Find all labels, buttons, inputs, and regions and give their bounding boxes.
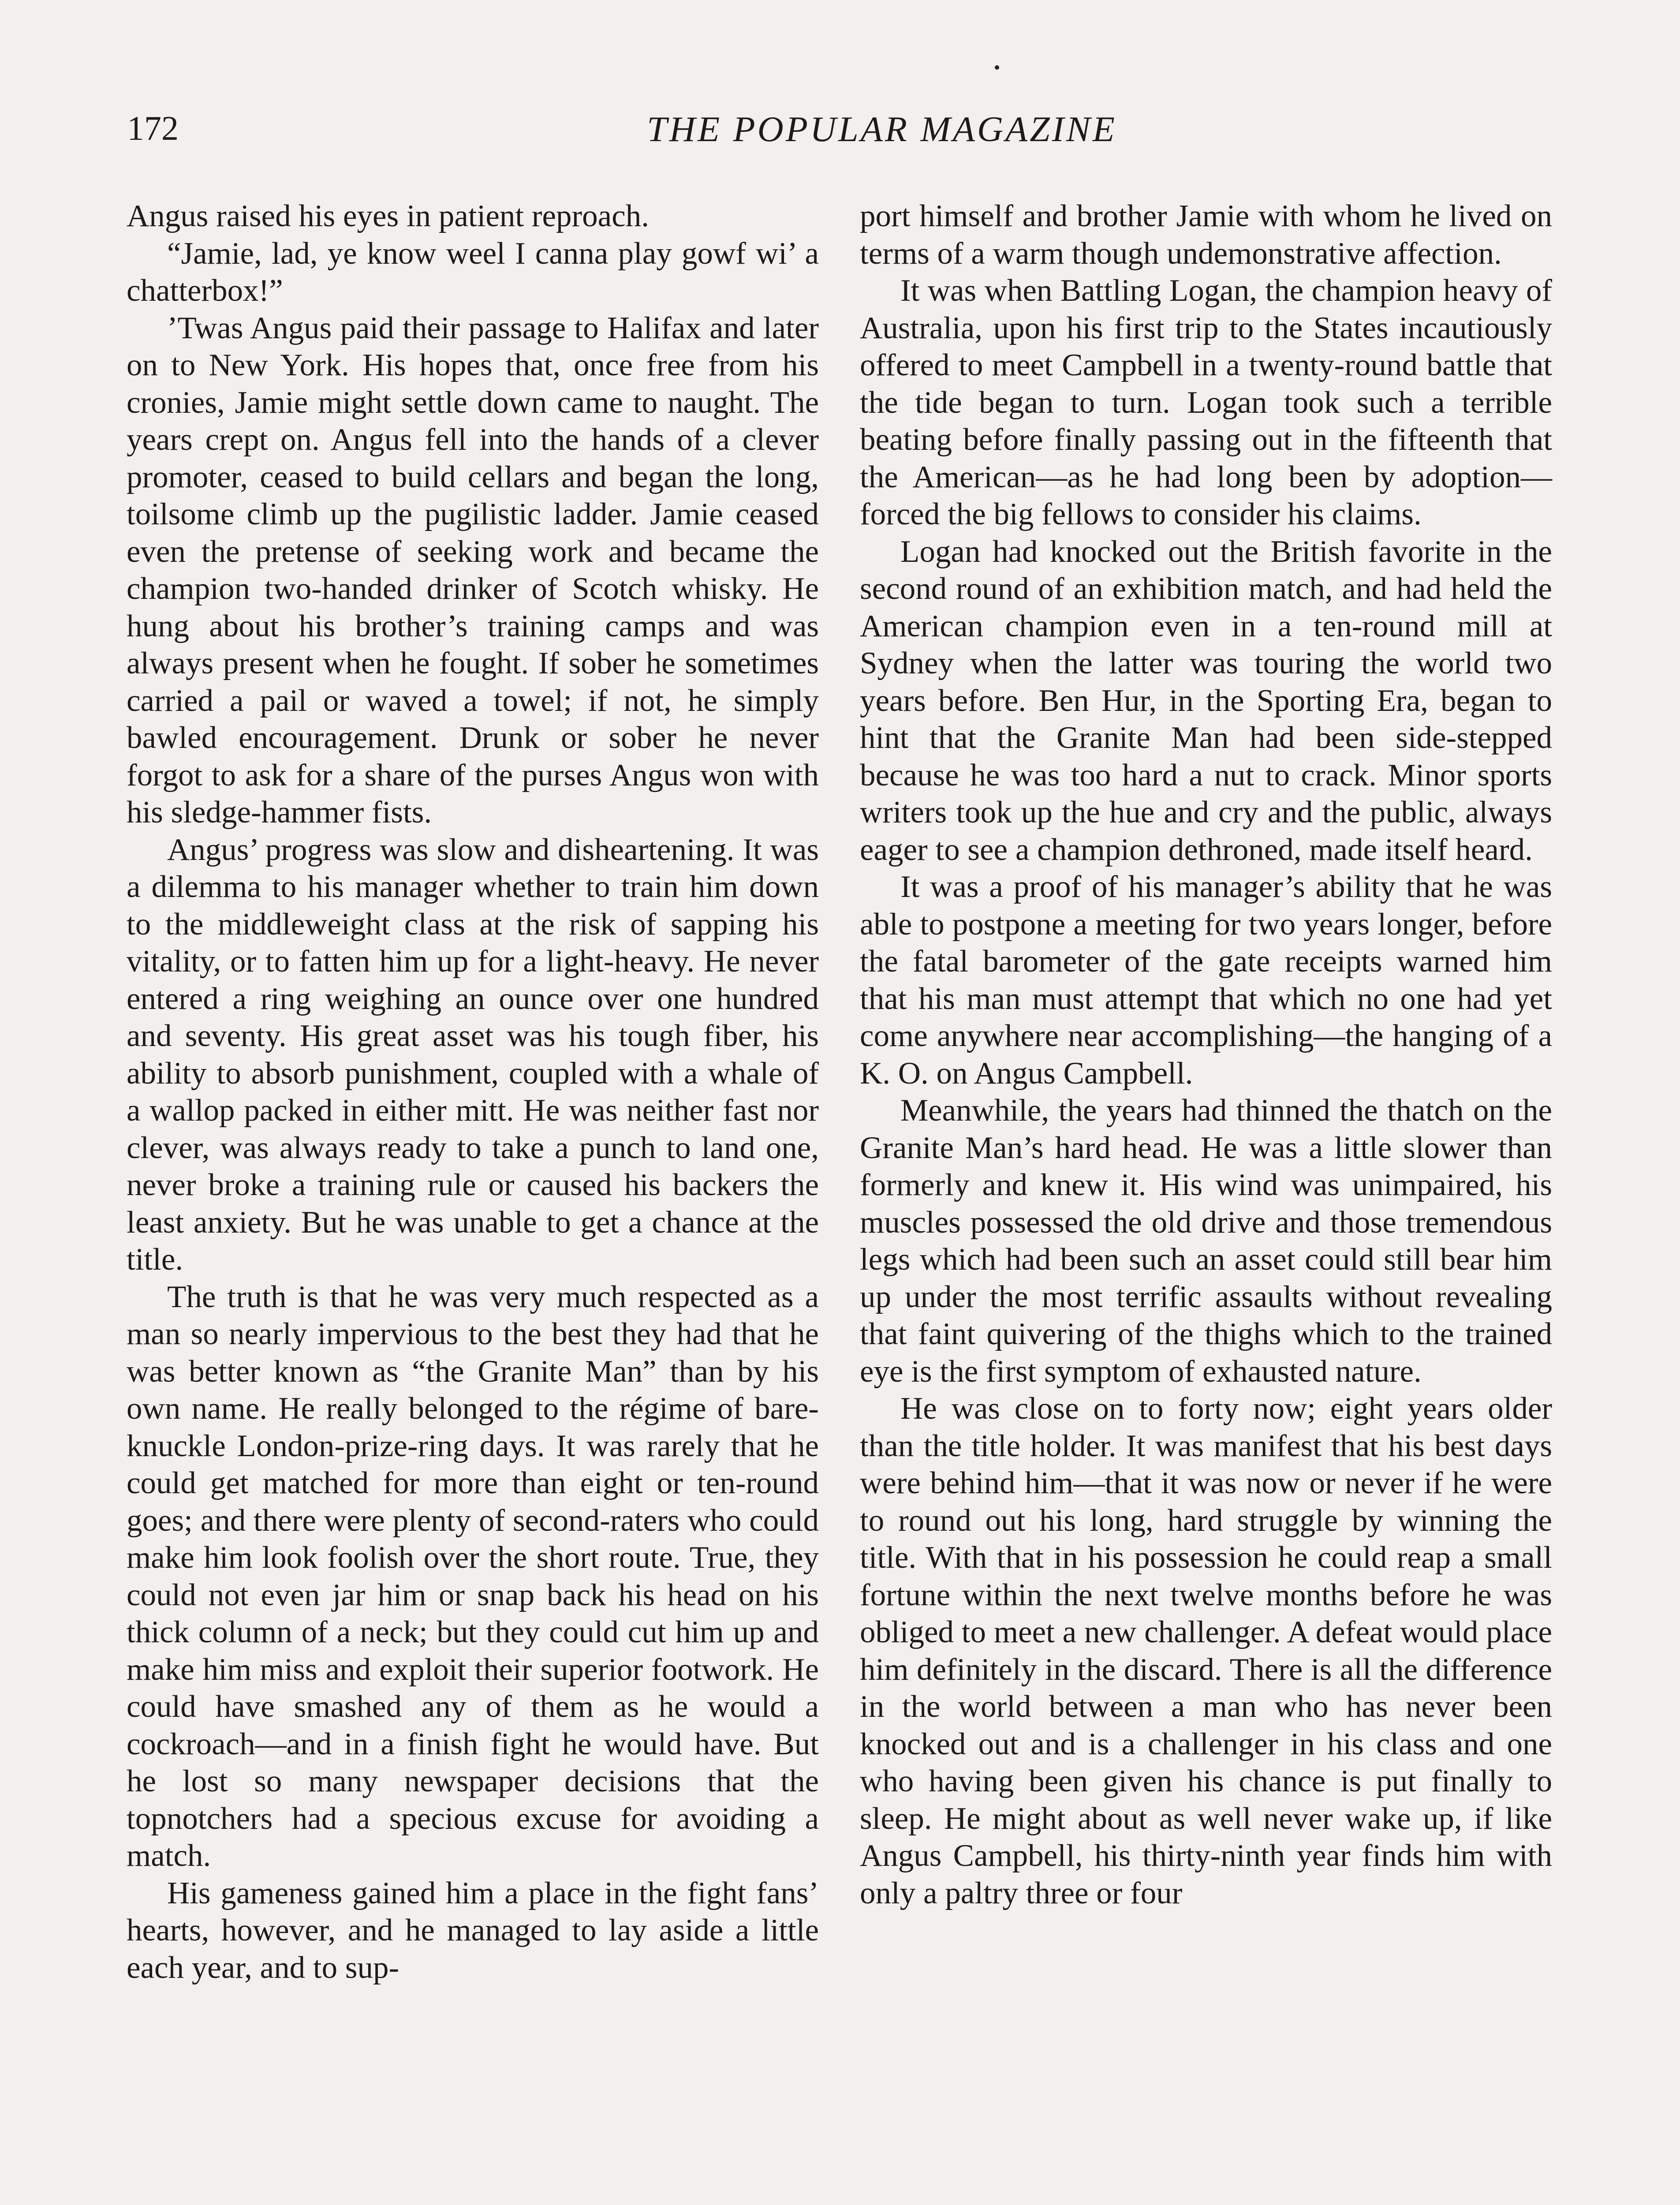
paragraph: Angus raised his eyes in patient reproach. bbox=[127, 199, 649, 233]
running-head: THE POPULAR MAGAZINE bbox=[647, 109, 1117, 149]
paragraph: Angus’ progress was slow and disheartening. It was a dilemma to his manager whether to train him down to the middleweight class at the risk of sapping his vitality, or to fatten him up for a light-heavy. He never entered a ring weighing an ounce over one hundred and seventy. His great asset was his tough fiber, his ability to absorb punishment, coupled with a whale of a wallop packed in either mitt. He was neither fast nor clever, was always ready to take a punch to land one, never broke a training rule or caused his backers the least anxiety. But he was unable to get a chance at the title. bbox=[127, 832, 819, 1277]
page-number: 172 bbox=[127, 109, 179, 147]
paragraph: His gameness gained him a place in the fight fans’ hearts, however, and he managed to lay aside a little each year, and to sup- bbox=[127, 1876, 819, 1985]
paragraph: It was when Battling Logan, the champion heavy of Australia, upon his first trip to the States incautiously offered to meet Campbell in a twenty-round battle that the tide began to turn. Logan took such a terrible beating before finally passing out in the fifteenth that the American—as he had long been by adoption—forced the big fellows to consider his claims. bbox=[860, 273, 1552, 531]
paragraph: The truth is that he was very much respected as a man so nearly impervious to the best they had that he was better known as “the Granite Man” than by his own name. He really belonged to the régime of bare-knuckle London-prize-ring days. It was rarely that he could get matched for more than eight or ten-round goes; and there were plenty of second-raters who could make him look foolish over the short route. True, they could not even jar him or snap back his head on his thick column of a neck; but they could cut him up and make him miss and exploit their superior footwork. He could have smashed any of them as he would a cockroach—and in a finish fight he would have. But he lost so many newspaper decisions that the topnotchers had a specious excuse for avoiding a match. bbox=[127, 1279, 819, 1873]
left-column bbox=[127, 198, 819, 1986]
paragraph: “Jamie, lad, ye know weel I canna play gowf wi’ a chatterbox!” bbox=[127, 236, 819, 308]
paragraph: port himself and brother Jamie with whom he lived on terms of a warm though undemonstrative affection. bbox=[860, 199, 1552, 271]
paragraph: It was a proof of his manager’s ability that he was able to postpone a meeting for two years longer, before the fatal barometer of the gate receipts warned him that his man must attempt that which no one had yet come anywhere near accomplishing—the hanging of a K. O. on Angus Campbell. bbox=[860, 870, 1552, 1091]
paragraph: ’Twas Angus paid their passage to Halifax and later on to New York. His hopes that, once free from his cronies, Jamie might settle down came to naught. The years crept on. Angus fell into the hands of a clever promoter, ceased to build cellars and began the long, toilsome climb up the pugilistic ladder. Jamie ceased even the pretense of seeking work and became the champion two-handed drinker of Scotch whisky. He hung about his brother’s training camps and was always present when he fought. If sober he sometimes carried a pail or waved a towel; if not, he simply bawled encouragement. Drunk or sober he never forgot to ask for a share of the purses Angus won with his sledge-hammer fists. bbox=[127, 310, 819, 830]
right-column bbox=[860, 198, 1552, 1912]
paragraph: Logan had knocked out the British favorite in the second round of an exhibition match, and had held the American champion even in a ten-round mill at Sydney when the latter was touring the world two years before. Ben Hur, in the Sporting Era, began to hint that the Granite Man had been side-stepped because he was too hard a nut to crack. Minor sports writers took up the hue and cry and the public, always eager to see a champion dethroned, made itself heard. bbox=[860, 534, 1552, 867]
ink-speck bbox=[995, 65, 999, 70]
paragraph: He was close on to forty now; eight years older than the title holder. It was manifest that his best days were behind him—that it was now or never if he were to round out his long, hard struggle by winning the title. With that in his possession he could reap a small fortune within the next twelve months before he was obliged to meet a new challenger. A defeat would place him definitely in the discard. There is all the difference in the world between a man who has never been knocked out and is a challenger in his class and one who having been given his chance is put finally to sleep. He might about as well never wake up, if like Angus Campbell, his thirty-ninth year finds him with only a paltry three or four bbox=[860, 1391, 1552, 1910]
paragraph: Meanwhile, the years had thinned the thatch on the Granite Man’s hard head. He was a little slower than formerly and knew it. His wind was unimpaired, his muscles possessed the old drive and those tremendous legs which had been such an asset could still bear him up under the most terrific assaults without revealing that faint quivering of the thighs which to the trained eye is the first symptom of exhausted nature. bbox=[860, 1093, 1552, 1389]
